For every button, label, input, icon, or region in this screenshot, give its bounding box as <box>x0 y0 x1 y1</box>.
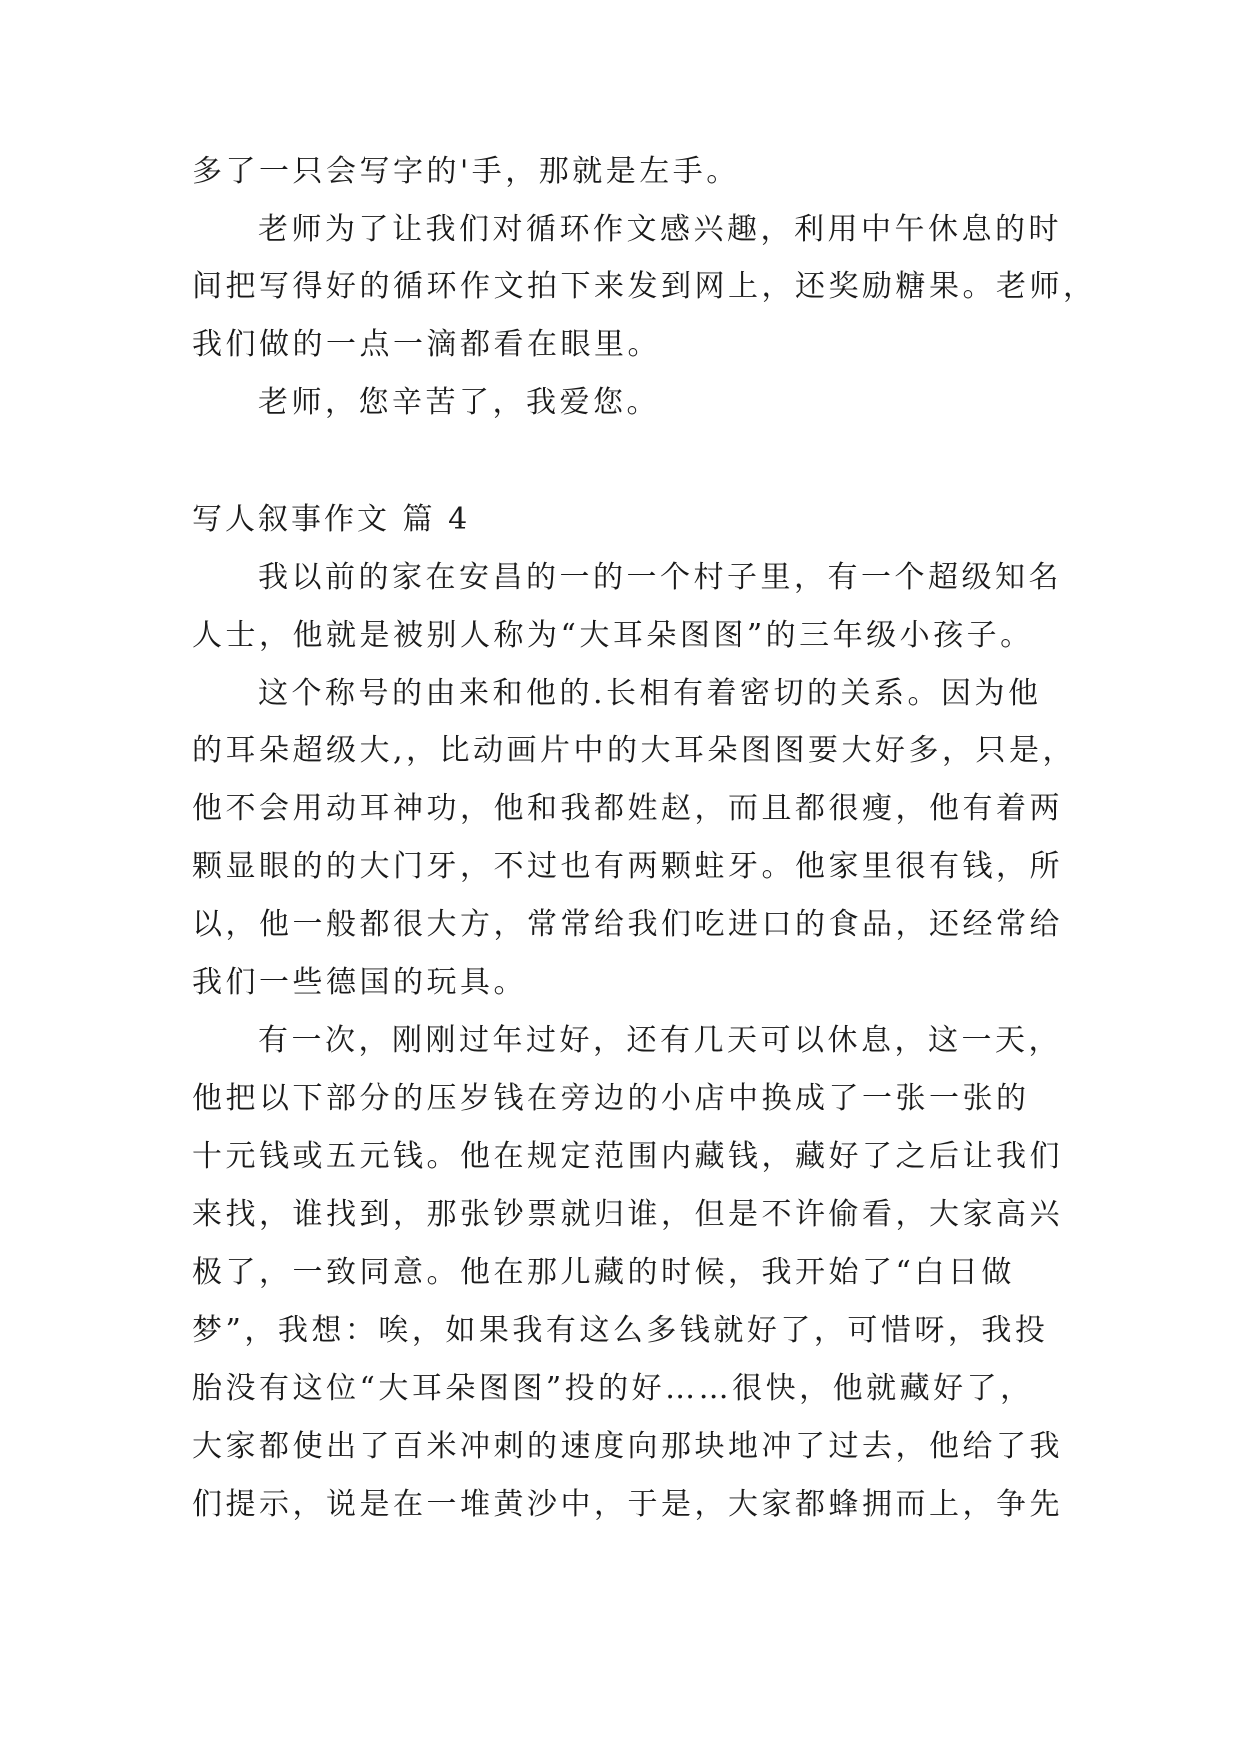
paragraph-line: 十元钱或五元钱。他在规定范围内藏钱，藏好了之后让我们 <box>192 1139 1063 1174</box>
paragraph-line: 这个称号的由来和他的.长相有着密切的关系。因为他 <box>258 676 1042 711</box>
paragraph-line: 大家都使出了百米冲刺的速度向那块地冲了过去，他给了我 <box>192 1429 1063 1464</box>
paragraph-line: 我们做的一点一滴都看在眼里。 <box>192 327 661 362</box>
paragraph-line: 多了一只会写字的'手，那就是左手。 <box>192 154 740 189</box>
paragraph-line: 他把以下部分的压岁钱在旁边的小店中换成了一张一张的 <box>192 1081 1030 1116</box>
paragraph-line: 老师为了让我们对循环作文感兴趣，利用中午休息的时 <box>258 212 1062 247</box>
paragraph-line: 颗显眼的的大门牙，不过也有两颗蛀牙。他家里很有钱，所 <box>192 849 1063 884</box>
paragraph-line: 们提示，说是在一堆黄沙中，于是，大家都蜂拥而上，争先 <box>192 1487 1063 1522</box>
paragraph-line: 他不会用动耳神功，他和我都姓赵，而且都很瘦，他有着两 <box>192 791 1063 826</box>
paragraph-line: 胎没有这位“大耳朵图图”投的好……很快，他就藏好了， <box>192 1371 1034 1406</box>
paragraph-line: 梦”，我想：唉，如果我有这么多钱就好了，可惜呀，我投 <box>192 1313 1049 1348</box>
section-heading: 写人叙事作文 篇 4 <box>192 502 471 537</box>
paragraph-line: 间把写得好的循环作文拍下来发到网上，还奖励糖果。老师， <box>192 269 1097 304</box>
paragraph-line: 有一次，刚刚过年过好，还有几天可以休息，这一天， <box>258 1023 1062 1058</box>
paragraph-line: 我以前的家在安昌的一的一个村子里，有一个超级知名 <box>258 560 1062 595</box>
paragraph-line: 以，他一般都很大方，常常给我们吃进口的食品，还经常给 <box>192 907 1063 942</box>
paragraph-line: 来找，谁找到，那张钞票就归谁，但是不许偷看，大家高兴 <box>192 1197 1063 1232</box>
paragraph-line: 的耳朵超级大,，比动画片中的大耳朵图图要大好多，只是， <box>192 733 1077 768</box>
paragraph-line: 老师，您辛苦了，我爱您。 <box>258 385 660 420</box>
paragraph-line: 我们一些德国的玩具。 <box>192 965 527 1000</box>
paragraph-line: 极了，一致同意。他在那儿藏的时候，我开始了“白日做 <box>192 1255 1015 1290</box>
paragraph-line: 人士，他就是被别人称为“大耳朵图图”的三年级小孩子。 <box>192 618 1034 653</box>
